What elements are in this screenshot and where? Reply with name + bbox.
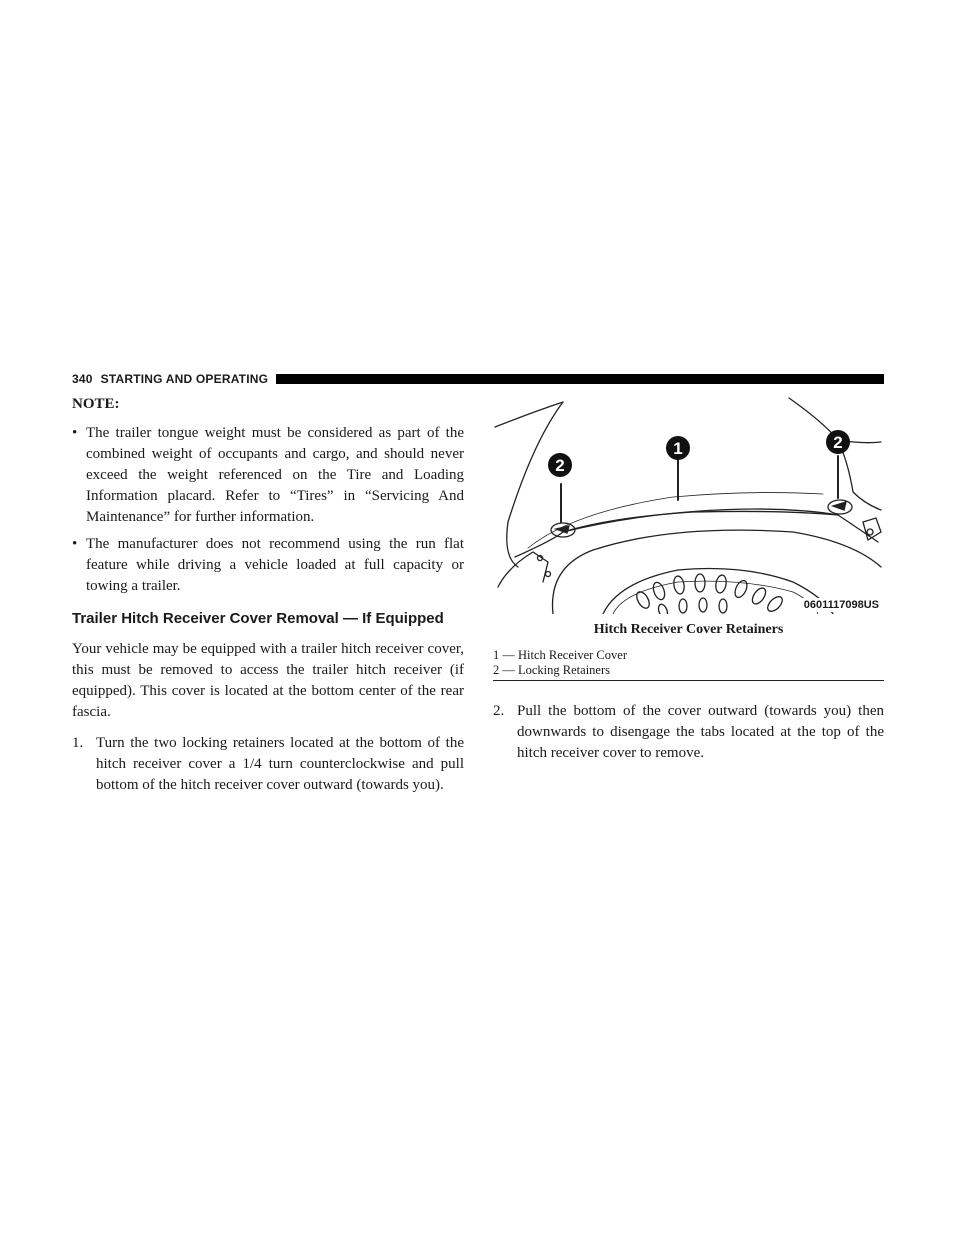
left-column [72,396,464,796]
intro-paragraph: Your vehicle may be equipped with a trailer hitch receiver cover, this must be removed to access the trailer hitch receiver (if equipped). This cover is located at the bottom center of the rear fascia. [72,641,464,720]
callout-number: 1 [673,439,683,458]
step-1 [72,733,464,796]
section-title: STARTING AND OPERATING [100,372,269,386]
figure-code: 0601117098US [801,598,882,612]
hitch-cover-illustration [493,392,884,614]
step-text: Turn the two locking retainers located at the bottom of the hitch receiver cover a 1/4 turn counterclockwise and pull bottom of the hitch receiver cover outward (towards you). [96,735,464,793]
illustration-drawing [493,392,884,614]
figure-caption: Hitch Receiver Cover Retainers [593,622,784,637]
bullet-text: The manufacturer does not recommend using the run flat feature while driving a vehicle loaded at full capacity or towing a trailer. [86,536,464,594]
legend-item: 1 — Hitch Receiver Cover [493,648,627,662]
bullet-marker: • [72,536,78,552]
header-rule [276,374,884,384]
legend-item: 2 — Locking Retainers [493,663,610,677]
step-number: 2. [493,703,505,719]
figure-legend [493,648,884,681]
note-bullet [72,423,464,528]
note-bullet [72,534,464,597]
bullet-text: The trailer tongue weight must be considered as part of the combined weight of occupants and cargo, and should never exceed the weight referenced on the Tire and Loading Information placard. Refer to “Tires” in “Servicing And Maintenance” for further information. [86,425,464,525]
page-number: 340 [72,372,93,386]
callout-number: 2 [555,456,565,475]
bullet-marker: • [72,425,78,441]
right-column [493,392,884,764]
step-number: 1. [72,735,84,751]
page-header [72,370,884,388]
step-text: Pull the bottom of the cover outward (towards you) then downwards to disengage the tabs located at the top of the hitch receiver cover to remove. [517,703,884,761]
step-2 [493,701,884,764]
note-label: NOTE: [72,396,120,412]
section-heading: Trailer Hitch Receiver Cover Removal — If Equipped [72,610,444,627]
callout-number: 2 [833,433,843,452]
